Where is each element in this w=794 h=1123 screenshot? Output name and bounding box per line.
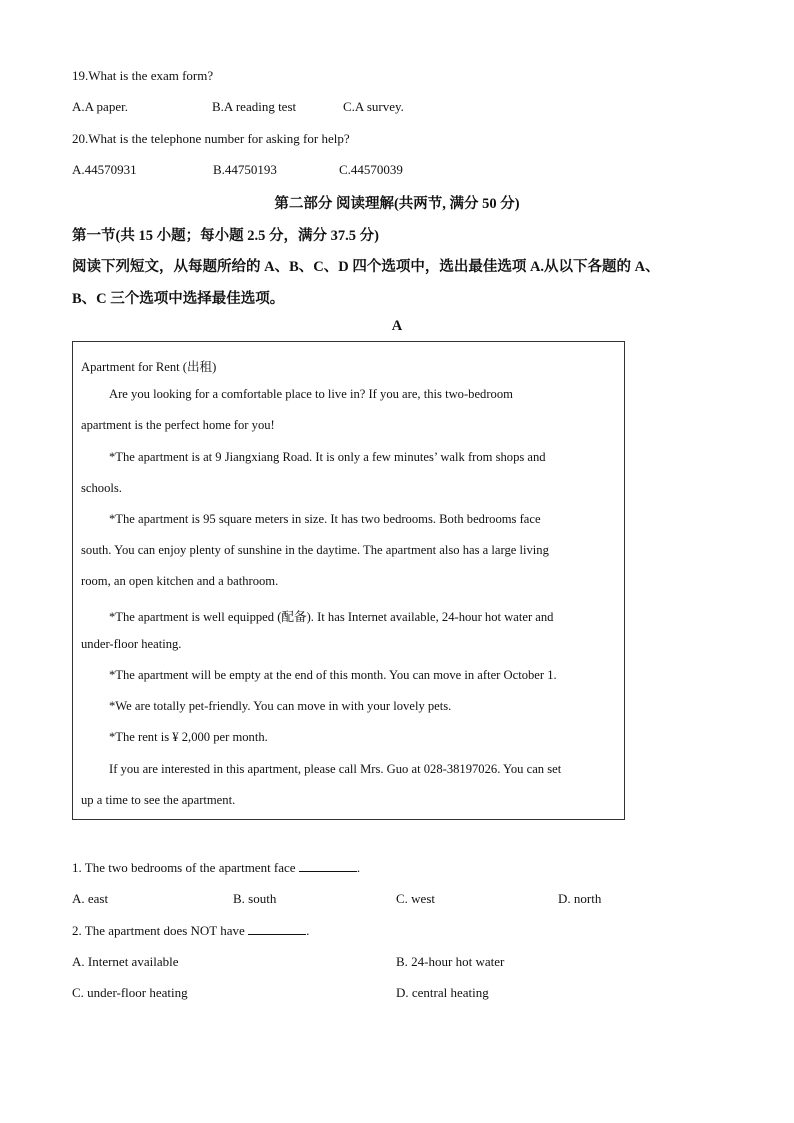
q2-option-a: A. Internet available [72,954,179,969]
question-1 [72,860,360,876]
passage-line: *The rent is ¥ 2,000 per month. [109,730,268,744]
q19-option-a: A.A paper. [72,99,128,114]
passage-line: *The apartment is well equipped (配备). It has Internet available, 24-hour hot water and [109,610,554,624]
passage-line: up a time to see the apartment. [81,793,236,807]
passage-line: schools. [81,481,122,495]
passage-line: under-floor heating. [81,637,182,651]
passage-line: *We are totally pet-friendly. You can move in with your lovely pets. [109,699,452,713]
passage-line: Are you looking for a comfortable place to live in? If you are, this two-bedroom [109,387,513,401]
passage-line: south. You can enjoy plenty of sunshine in the daytime. The apartment also has a large living [81,543,549,557]
q20-option-a: A.44570931 [72,162,137,177]
answer-blank [299,861,357,872]
question-1-stem: 1. The two bedrooms of the apartment face [72,860,296,875]
question-2-end: . [306,923,310,938]
passage-line: apartment is the perfect home for you! [81,418,275,432]
q1-option-c: C. west [396,891,435,906]
passage-title: Apartment for Rent (出租) [81,360,217,374]
q19-option-b: B.A reading test [212,99,297,114]
question-2 [72,923,309,939]
answer-blank [248,924,306,935]
question-19: 19.What is the exam form? [72,68,214,83]
q1-option-b: B. south [233,891,277,906]
passage-line: *The apartment is 95 square meters in size. It has two bedrooms. Both bedrooms face [109,512,541,526]
passage-box [72,341,625,820]
q20-option-c: C.44570039 [339,162,403,177]
passage-label: A [391,318,403,334]
part-title: 第二部分 阅读理解(共两节, 满分 50 分) [274,196,520,212]
question-20: 20.What is the telephone number for asking for help? [72,131,350,146]
question-1-end: . [356,860,361,875]
instruction-line-2: B、C 三个选项中选择最佳选项。 [72,291,285,307]
q20-option-b: B.44750193 [213,162,277,177]
passage-line: If you are interested in this apartment, please call Mrs. Guo at 028-38197026. You can set [109,762,562,776]
q2-option-c: C. under-floor heating [72,985,188,1000]
q1-option-a: A. east [72,891,109,906]
subsection-title: 第一节(共 15 小题；每小题 2.5 分，满分 37.5 分) [72,228,379,244]
q19-option-c: C.A survey. [343,99,404,114]
question-2-stem: 2. The apartment does NOT have [72,923,245,938]
passage-line: room, an open kitchen and a bathroom. [81,574,279,588]
q2-option-d: D. central heating [396,985,489,1000]
q2-option-b: B. 24-hour hot water [396,954,505,969]
passage-line: *The apartment is at 9 Jiangxiang Road. It is only a few minutes’ walk from shops and [109,450,546,464]
q1-option-d: D. north [558,891,602,906]
instruction-line-1: 阅读下列短文，从每题所给的 A、B、C、D 四个选项中，选出最佳选项 A.从以下各题的 A、 [72,259,660,275]
passage-line: *The apartment will be empty at the end of this month. You can move in after October 1. [109,668,557,682]
